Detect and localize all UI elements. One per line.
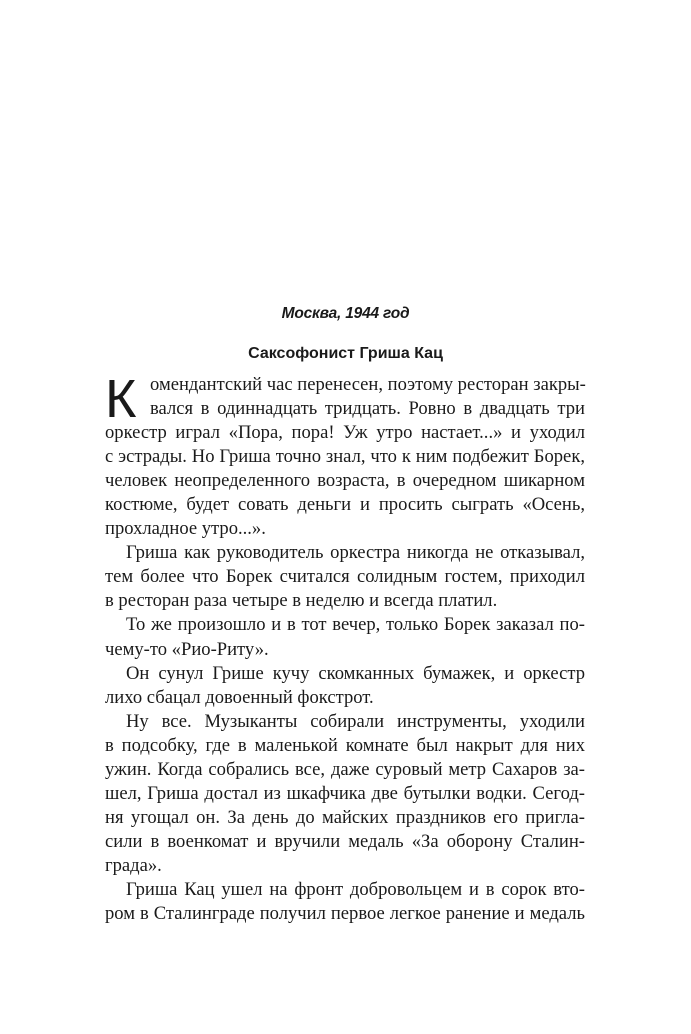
text-line: омендантский час перенесен, поэтому ресторан закры-: [150, 374, 586, 395]
text-line: прохладное утро...».: [105, 518, 266, 540]
text-line: сили в военкомат и вручили медаль «За оборону Сталин-: [105, 830, 585, 852]
text-line: ром в Сталинграде получил первое легкое ранение и медаль: [105, 903, 585, 925]
text-line: тем более что Борек считался солидным гостем, приходил: [105, 566, 585, 588]
paragraph-5: [105, 710, 585, 878]
chapter-text: [105, 369, 586, 926]
chapter-title: Саксофонист Гриша Кац: [248, 345, 443, 362]
text-line: в ресторан раза четыре в неделю и всегда платил.: [105, 590, 498, 612]
text-line: шел, Гриша достал из шкафчика две бутылки водки. Сегод-: [105, 782, 585, 804]
paragraph-4: [105, 662, 585, 710]
paragraph-1: [105, 369, 586, 541]
place-date-heading: Москва, 1944 год: [281, 305, 410, 322]
text-line: Гриша как руководитель оркестра никогда не отказывал,: [126, 542, 585, 564]
text-line: чему-то «Рио-Риту».: [105, 638, 269, 660]
text-line: костюме, будет совать деньги и просить сыграть «Осень,: [105, 494, 585, 516]
text-line: оркестр играл «Пора, пора! Уж утро настает...» и уходил: [105, 422, 585, 444]
drop-cap: К: [105, 369, 137, 429]
text-line: с эстрады. Но Гриша точно знал, что к ним подбежит Борек,: [105, 446, 585, 468]
text-line: в подсобку, где в маленькой комнате был накрыт для них: [105, 734, 585, 756]
text-line: То же произошло и в тот вечер, только Борек заказал по-: [126, 614, 585, 636]
paragraph-2: [105, 541, 585, 613]
text-line: человек неопределенного возраста, в очередном шикарном: [105, 470, 585, 492]
text-line: Ну все. Музыканты собирали инструменты, уходили: [126, 710, 585, 732]
text-line: Гриша Кац ушел на фронт добровольцем и в сорок вто-: [126, 878, 585, 900]
paragraph-3: [105, 613, 585, 661]
text-line: вался в одиннадцать тридцать. Ровно в двадцать три: [150, 398, 585, 420]
text-line: града».: [105, 854, 162, 876]
text-line: ня угощал он. За день до майских праздников его пригла-: [105, 806, 585, 828]
text-line: Он сунул Грише кучу скомканных бумажек, и оркестр: [126, 662, 585, 684]
text-line: лихо сбацал довоенный фокстрот.: [105, 686, 374, 708]
text-line: ужин. Когда собрались все, даже суровый метр Сахаров за-: [105, 758, 585, 780]
paragraph-6: [105, 878, 585, 926]
